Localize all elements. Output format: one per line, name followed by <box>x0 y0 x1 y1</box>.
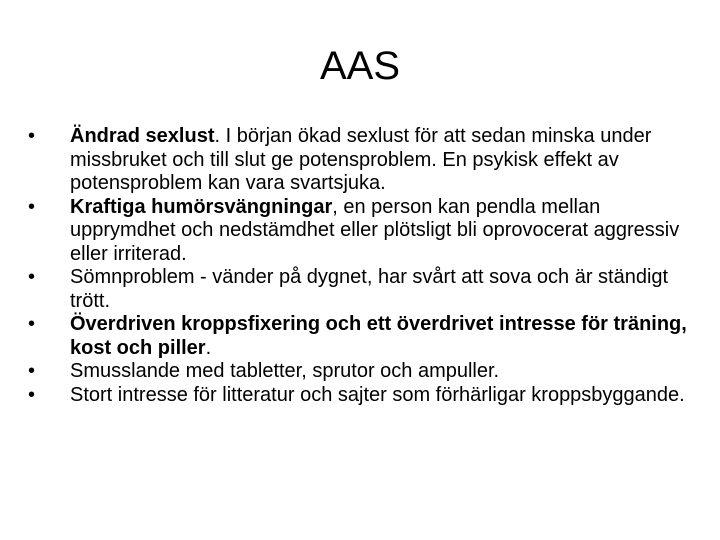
bullet-list <box>28 125 700 407</box>
bullet-icon: • <box>28 195 36 218</box>
bullet-text: . I början ökad sexlust för att sedan minska under missbruket och till slut ge potensproblem. En psykisk effekt av potensproblem kan vara svartsjuka. <box>70 125 652 194</box>
bullet-item <box>28 196 700 267</box>
bullet-icon: • <box>28 266 36 288</box>
bullet-text: Stort intresse för litteratur och sajter som förhärligar kroppsbyggande. <box>70 383 685 406</box>
bullet-item <box>28 360 700 384</box>
bullet-text: Smusslande med tabletter, sprutor och ampuller. <box>70 360 500 382</box>
bullet-item <box>28 313 700 360</box>
bullet-item <box>28 384 700 408</box>
bullet-icon: • <box>28 313 36 335</box>
bullet-icon: • <box>28 360 36 382</box>
bullet-bold-text: Kraftiga humörsvängningar <box>70 195 333 218</box>
bullet-icon: • <box>28 383 36 406</box>
bullet-item <box>28 266 700 313</box>
bullet-icon: • <box>28 125 36 147</box>
bullet-bold-text: Överdriven kroppsfixering och ett överdrivet intresse för träning, kost och piller <box>70 313 687 359</box>
slide-title: AAS <box>319 44 401 88</box>
bullet-bold-text: Ändrad sexlust <box>70 125 215 147</box>
bullet-text: . <box>205 336 212 359</box>
bullet-text: Sömnproblem - vänder på dygnet, har svårt att sova och är ständigt trött. <box>70 266 669 312</box>
bullet-item <box>28 125 700 196</box>
bullet-text: , en person kan pendla mellan upprymdhet och nedstämdhet eller plötsligt bli oprovocerat aggressiv eller irriterad. <box>70 195 680 265</box>
